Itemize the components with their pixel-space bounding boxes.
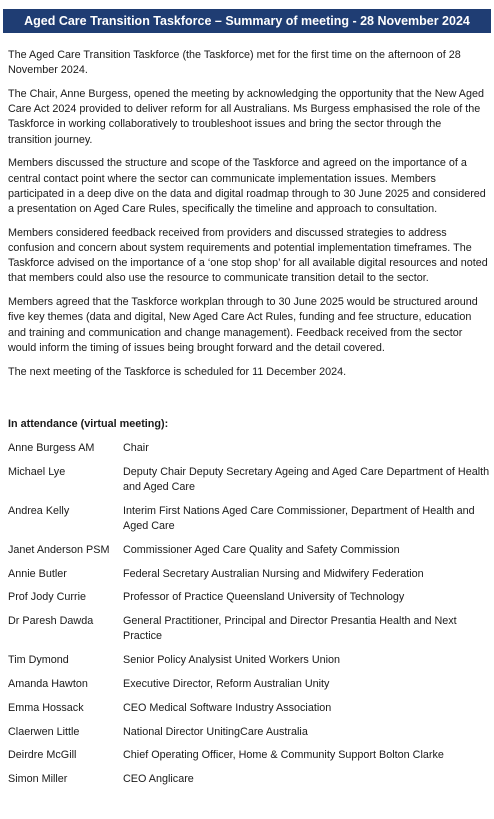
attendee-row bbox=[8, 614, 490, 644]
summary-paragraph: The Chair, Anne Burgess, opened the meeting by acknowledging the opportunity that the New Aged Care Act 2024 provided to deliver reform for all Australians. Ms Burgess emphasised the role of the Taskforce in working collaboratively to troubleshoot issues and bring the sector through the transition journey. bbox=[8, 88, 484, 146]
attendee-row bbox=[8, 653, 490, 668]
attendee-row bbox=[8, 701, 490, 716]
attendee-row bbox=[8, 465, 490, 495]
attendee-name: Dr Paresh Dawda bbox=[8, 615, 94, 628]
attendee-name: Prof Jody Currie bbox=[8, 591, 87, 604]
attendee-role: Chair bbox=[123, 442, 149, 454]
meeting-summary bbox=[8, 48, 488, 388]
attendee-role: CEO Anglicare bbox=[123, 773, 194, 786]
attendee-role: Senior Policy Analysist United Workers Union bbox=[123, 654, 341, 667]
attendee-role: Federal Secretary Australian Nursing and Midwifery Federation bbox=[123, 567, 424, 580]
attendee-name: Claerwen Little bbox=[8, 725, 80, 738]
summary-paragraph: The next meeting of the Taskforce is scheduled for 11 December 2024. bbox=[8, 365, 347, 378]
attendee-role: Commissioner Aged Care Quality and Safety Commission bbox=[123, 543, 400, 556]
attendee-row bbox=[8, 590, 490, 605]
attendee-role: General Practitioner, Principal and Director Presantia Health and Next Practice bbox=[123, 615, 457, 643]
attendee-name: Tim Dymond bbox=[8, 654, 69, 667]
attendee-row bbox=[8, 543, 490, 558]
attendee-row bbox=[8, 677, 490, 692]
summary-paragraph: Members discussed the structure and scope of the Taskforce and agreed on the importance of a central contact point where the sector can communicate implementation issues. Members participated in a deep dive on the data and digital roadmap through to 30 June 2025 and considered a presentation on Aged Care Rules, specifically the timeline and approach to consultation. bbox=[8, 157, 486, 216]
attendee-name: Annie Butler bbox=[8, 567, 67, 580]
attendance-heading: In attendance (virtual meeting): bbox=[8, 418, 169, 430]
attendee-row bbox=[8, 567, 490, 582]
meeting-title-banner bbox=[3, 9, 491, 33]
attendance-list bbox=[8, 441, 490, 796]
attendee-role: National Director UnitingCare Australia bbox=[123, 725, 308, 738]
attendee-row bbox=[8, 504, 490, 534]
attendee-name: Andrea Kelly bbox=[8, 504, 70, 517]
attendee-name: Janet Anderson PSM bbox=[8, 543, 110, 556]
summary-paragraph: Members agreed that the Taskforce workplan through to 30 June 2025 would be structured around five key themes (data and digital, New Aged Care Act Rules, funding and fee structure, education and training and communication and change management). Feedback received from the sector would inform the timing of issues being brought forward and the detail covered. bbox=[8, 296, 478, 354]
attendee-name: Simon Miller bbox=[8, 773, 68, 786]
summary-paragraph: The Aged Care Transition Taskforce (the Taskforce) met for the first time on the afternoon of 28 November 2024. bbox=[8, 49, 461, 77]
attendee-role: Deputy Chair Deputy Secretary Ageing and Aged Care Department of Health and Aged Care bbox=[123, 465, 490, 493]
meeting-title: Aged Care Transition Taskforce – Summary of meeting - 28 November 2024 bbox=[24, 14, 470, 28]
attendee-role: Professor of Practice Queensland University of Technology bbox=[123, 591, 405, 604]
attendee-role: Chief Operating Officer, Home & Community Support Bolton Clarke bbox=[123, 749, 444, 762]
attendee-row bbox=[8, 772, 490, 787]
summary-paragraph: Members considered feedback received from providers and discussed strategies to address confusion and concern about system requirements and potential implementation timeframes. The Taskforce advised on the importance of a ‘one stop shop’ for all available digital resources and noted that members could also use the resource to communicate transition detail to the sector. bbox=[8, 226, 488, 285]
attendee-name: Amanda Hawton bbox=[8, 677, 88, 690]
attendee-name: Deirdre McGill bbox=[8, 749, 77, 762]
attendee-role: Executive Director, Reform Australian Unity bbox=[123, 677, 330, 690]
attendee-role: CEO Medical Software Industry Association bbox=[123, 701, 332, 714]
attendee-role: Interim First Nations Aged Care Commissioner, Department of Health and Aged Care bbox=[123, 504, 475, 532]
attendee-name: Emma Hossack bbox=[8, 701, 84, 714]
attendee-row bbox=[8, 725, 490, 740]
attendee-row bbox=[8, 748, 490, 763]
attendee-row bbox=[8, 441, 490, 456]
attendee-name: Anne Burgess AM bbox=[8, 442, 95, 454]
attendee-name: Michael Lye bbox=[8, 465, 66, 478]
